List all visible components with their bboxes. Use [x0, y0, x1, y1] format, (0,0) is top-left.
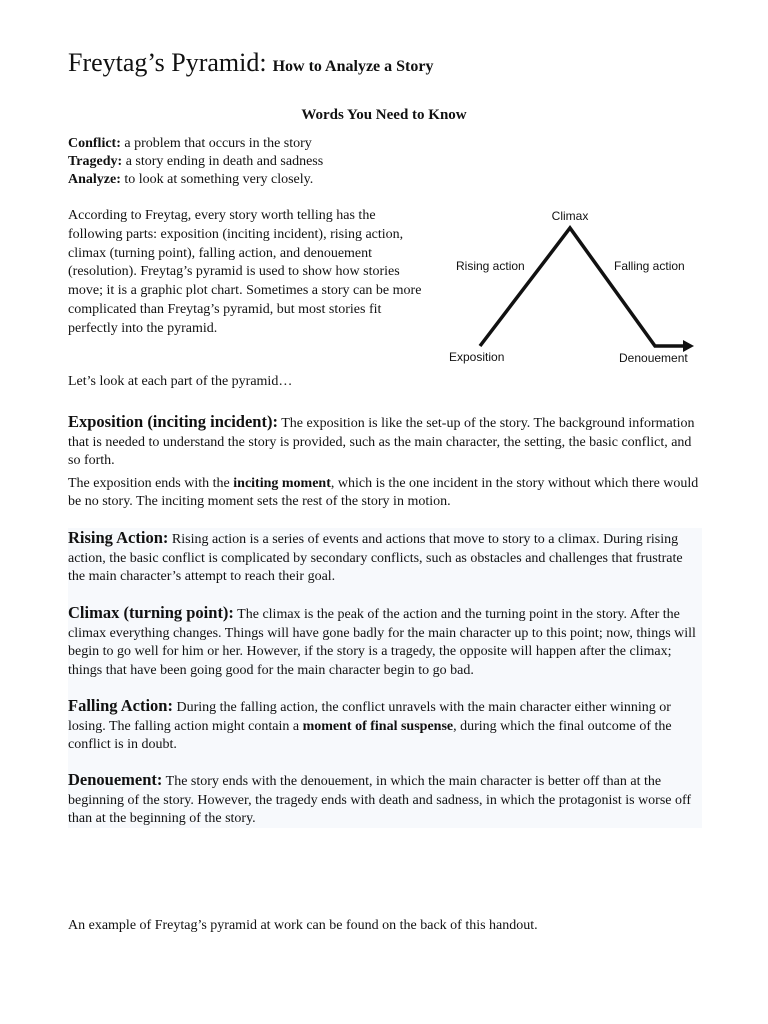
page-title: [68, 48, 433, 78]
section-rising-action: [68, 529, 702, 587]
section-text: The story ends with the denouement, in which the main character is better off than at the beginning of the story. However, the tragedy ends with death and sadness, in which the protagonist is worse off than at the beginning of the story.: [68, 774, 692, 826]
diagram-label-denouement: Denouement: [619, 351, 688, 365]
section-text: , which is the one incident in the story without which there would be no story. The inciting moment sets the rest of the story in motion.: [68, 475, 699, 509]
section-falling-action: [68, 697, 702, 755]
section-paragraph: [68, 413, 702, 471]
look-line: Let’s look at each part of the pyramid…: [68, 374, 293, 389]
section-text: The exposition ends with the: [68, 475, 234, 491]
section-paragraph: [68, 475, 702, 512]
footer-note: An example of Freytag’s pyramid at work can be found on the back of this handout.: [68, 918, 538, 933]
section-text: Rising action is a series of events and actions that move to story to a climax. During rising action, the basic conflict is complicated by secondary conflicts, such as obstacles and challenges that frustrate the main character’s attempt to reach their goal.: [68, 532, 683, 584]
vocabulary-item: [68, 135, 323, 153]
section-text: , during which the final outcome of the conflict is in doubt.: [68, 718, 672, 752]
section-paragraph: [68, 771, 702, 829]
vocabulary-term: Analyze:: [68, 172, 121, 187]
title-subtitle: How to Analyze a Story: [272, 58, 434, 75]
section-heading: Climax (turning point):: [68, 603, 234, 622]
vocabulary-definition: to look at something very closely.: [124, 172, 314, 187]
plot-line: [480, 228, 688, 346]
intro-paragraph: According to Freytag, every story worth telling has the following parts: exposition (inciting incident), rising action, climax (turning point), falling action, and denouement (resolution). Freytag’s pyramid is used to show how stories move; it is a graphic plot chart. Sometimes a story can be more complicated than Freytag’s pyramid, but most stories fit perfectly into the pyramid.: [68, 208, 422, 336]
section-text: The climax is the peak of the action and the turning point in the story. After the climax everything changes. Things will have gone badly for the main character up to this point; now, things will begin to go well for him or her. However, if the story is a tragedy, the opposite will happen after the climax; things that have been going good for the main character begin to go bad.: [68, 607, 696, 678]
section-paragraph: [68, 697, 702, 755]
vocabulary-definition: a story ending in death and sadness: [125, 154, 324, 169]
vocabulary-item: [68, 153, 323, 171]
vocabulary-definition: a problem that occurs in the story: [124, 136, 312, 151]
vocabulary-item: [68, 171, 323, 189]
section-heading: Exposition (inciting incident):: [68, 412, 278, 431]
section-text: The exposition is like the set-up of the story. The background information that is needed to understand the story is provided, such as the main character, the setting, the basic conflict, and so forth.: [68, 416, 695, 468]
vocabulary-list: [68, 135, 323, 189]
diagram-label-climax: Climax: [551, 209, 589, 223]
section-paragraph: [68, 604, 702, 680]
section-paragraph: [68, 529, 702, 587]
vocabulary-term: Tragedy:: [68, 154, 123, 169]
section-climax: [68, 604, 702, 680]
section-denouement: [68, 771, 702, 829]
freytag-pyramid-diagram: [440, 200, 705, 372]
diagram-label-falling: Falling action: [614, 259, 685, 273]
section-exposition: [68, 413, 702, 512]
diagram-label-exposition: Exposition: [449, 350, 505, 364]
inciting-moment-term: inciting moment: [233, 475, 331, 491]
title-main: Freytag’s Pyramid:: [68, 48, 267, 77]
diagram-label-rising: Rising action: [456, 259, 525, 273]
section-text: During the falling action, the conflict unravels with the main character either winning or losing. The falling action might contain a: [68, 700, 671, 734]
vocabulary-term: Conflict:: [68, 136, 121, 151]
vocabulary-heading: Words You Need to Know: [301, 107, 467, 123]
final-suspense-term: moment of final suspense: [302, 718, 454, 734]
section-heading: Rising Action:: [68, 528, 169, 547]
section-heading: Denouement:: [68, 770, 163, 789]
section-heading: Falling Action:: [68, 696, 173, 715]
